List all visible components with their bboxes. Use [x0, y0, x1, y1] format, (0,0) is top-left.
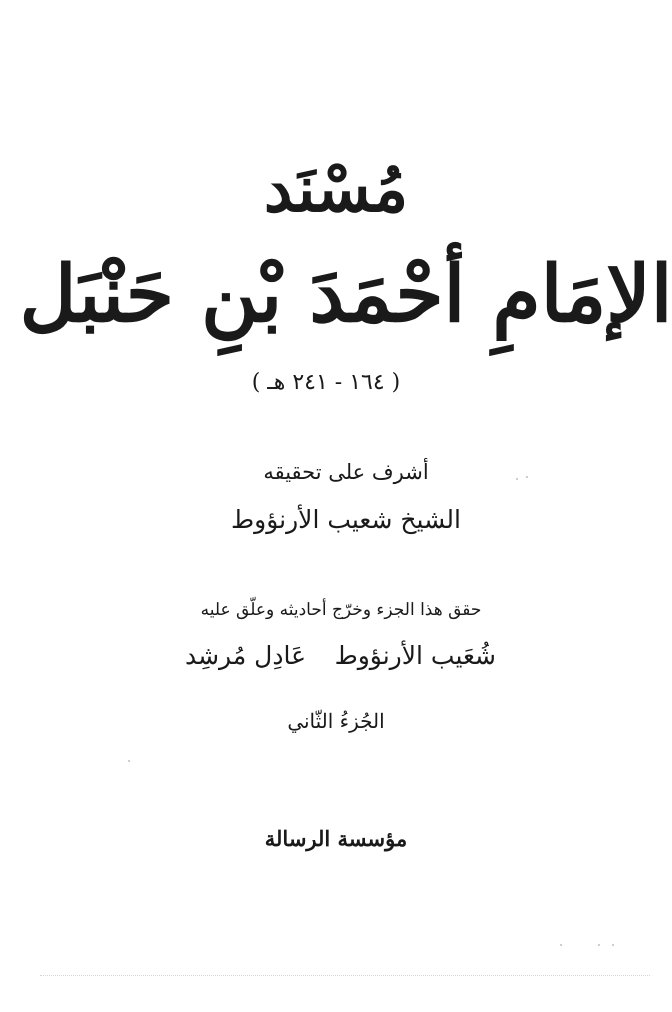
title-musnad: مُسْنَد [263, 152, 409, 227]
volume-label: الجُزءُ الثّاني [287, 709, 385, 733]
scan-speck [598, 944, 600, 946]
scan-speck [516, 478, 518, 480]
editors-line [0, 636, 672, 680]
publisher-name: مؤسسة الرسالة [264, 826, 408, 851]
scan-speck [560, 944, 562, 946]
supervision-label: أشرف على تحقيقه [263, 460, 429, 484]
author-dates: ( ١٦٤ - ٢٤١ هـ ) [251, 370, 401, 395]
scan-speck [612, 944, 614, 946]
title-imam-ahmad: الإمَامِ أحْمَدَ بْنِ حَنْبَل [19, 249, 672, 340]
editor-name: عَادِل مُرشِد [184, 641, 306, 670]
editor-name: شُعَيب الأرنؤوط [334, 641, 496, 670]
supervisor-name: الشيخ شعيب الأرنؤوط [231, 505, 461, 534]
scan-speck [128, 760, 130, 762]
scan-speck [526, 476, 528, 478]
scan-edge-line [40, 975, 650, 976]
verification-note: حقق هذا الجزء وخرّج أحاديثه وعلّق عليه [200, 600, 482, 620]
